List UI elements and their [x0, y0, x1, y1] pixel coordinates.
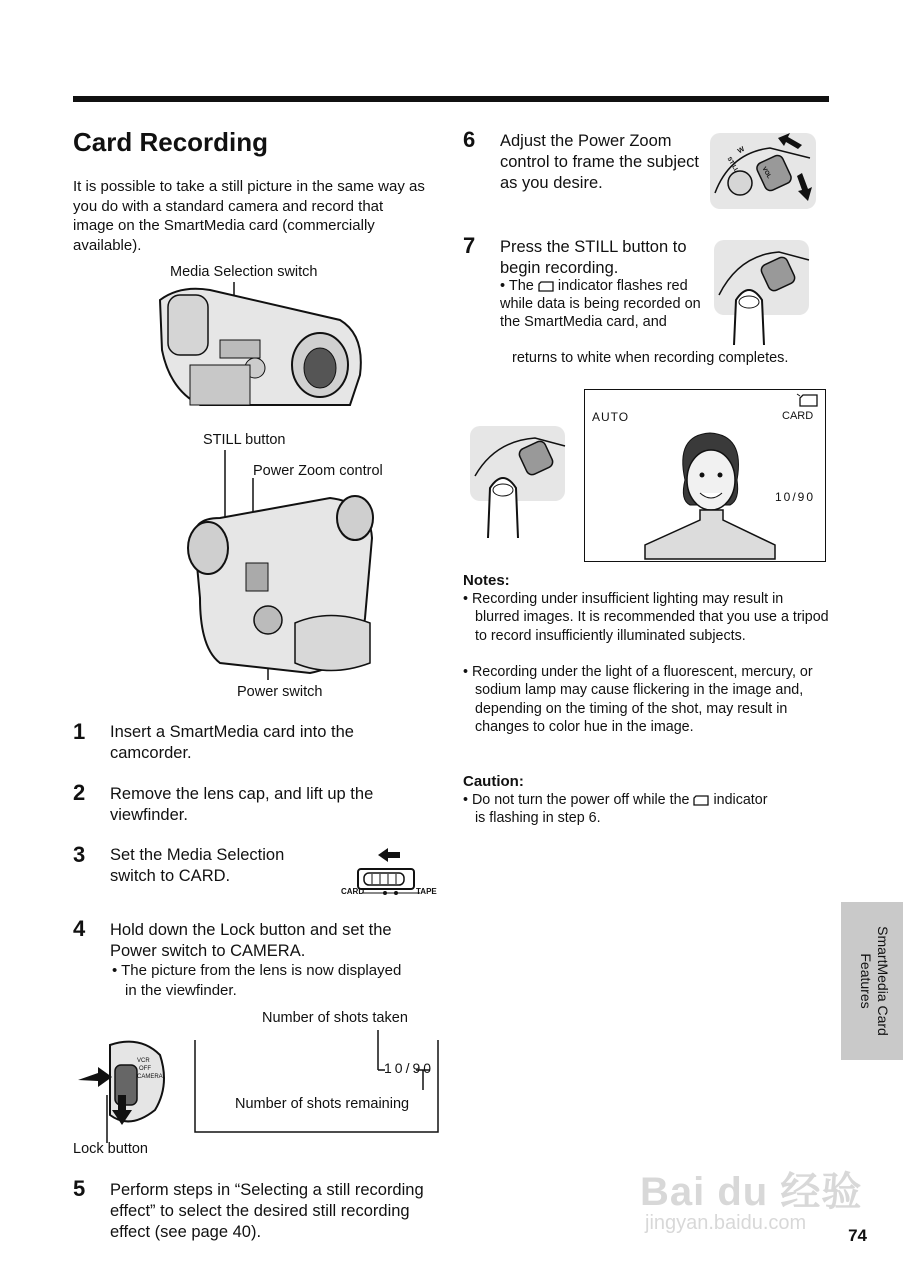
card-indicator-icon-2 — [693, 795, 709, 806]
baidu-watermark-url: jingyan.baidu.com — [645, 1212, 807, 1234]
viewfinder-counter-diagram — [195, 1030, 440, 1133]
step-2-text: Remove the lens cap, and lift up the viewfinder. — [110, 785, 374, 824]
intro-paragraph: It is possible to take a still picture in the same way as you do with a standard camera and record that image on the SmartMedia card (commercially available). — [73, 178, 425, 254]
caution-text-c: is flashing in step 6. — [475, 810, 601, 826]
step-1-text: Insert a SmartMedia card into the camcorder. — [110, 723, 354, 762]
power-switch-label: Power switch — [237, 684, 323, 700]
lock-button-illustration — [70, 1035, 170, 1143]
still-label-1: STILL — [725, 156, 740, 174]
step-4-text: Hold down the Lock button and set the Power switch to CAMERA. — [110, 921, 392, 960]
viewfinder-screen — [584, 389, 826, 562]
shots-remaining-label: Number of shots remaining — [235, 1096, 410, 1112]
step-2-number: 2 — [73, 780, 86, 805]
baidu-watermark: Bai du 经验 — [640, 1170, 863, 1214]
step-1-number: 1 — [73, 719, 86, 744]
tape-label: TAPE — [416, 887, 437, 896]
caution-text-a: • Do not turn the power off while the — [463, 792, 690, 808]
still-button-press-illustration-2 — [470, 426, 567, 538]
still-button-label: STILL button — [203, 432, 286, 448]
step-5-text: Perform steps in “Selecting a still recording effect” to select the desired still recording effect (see page 40). — [110, 1181, 424, 1241]
shots-taken-label: Number of shots taken — [262, 1010, 408, 1026]
viewfinder-counter: 10/90 — [775, 490, 816, 504]
caution-text-b: indicator — [713, 792, 768, 808]
step-3-number: 3 — [73, 842, 86, 867]
step-7-number: 7 — [463, 233, 476, 258]
top-rule — [73, 96, 829, 102]
off-label: OFF — [139, 1066, 151, 1072]
step-7-text: Press the STILL button to begin recording. — [500, 238, 687, 277]
card-indicator-icon — [538, 281, 554, 292]
auto-indicator: AUTO — [592, 410, 630, 424]
step-7-bullet-b: indicator flashes red while data is being recorded on the SmartMedia card, and — [500, 278, 701, 331]
note-2: • Recording under the light of a fluorescent, mercury, or sodium lamp may cause flickering in the image and, depending on the timing of the shot, may result in changes to color hue in the image. — [463, 664, 813, 735]
caution-heading: Caution: — [463, 773, 524, 790]
step-7-bullet-c: returns to white when recording completes. — [512, 350, 789, 366]
card-indicator-text: CARD — [782, 410, 814, 422]
subject-portrait — [645, 425, 775, 559]
vol-label-1: VOL — [760, 166, 772, 180]
media-selection-label: Media Selection switch — [170, 264, 318, 280]
step-4-number: 4 — [73, 916, 86, 941]
counter-readout: 10/90 — [384, 1060, 435, 1076]
caution-text — [463, 791, 768, 809]
lock-button-label: Lock button — [73, 1141, 148, 1157]
step-7-bullet-a: • The — [500, 278, 534, 294]
step-6-text: Adjust the Power Zoom control to frame the subject as you desire. — [500, 132, 700, 192]
camcorder-rear-illustration — [180, 448, 380, 680]
step-3-text: Set the Media Selection switch to CARD. — [110, 846, 285, 885]
page-title: Card Recording — [73, 127, 269, 157]
camera-label: CAMERA — [137, 1074, 163, 1080]
flashing-card-icon — [797, 392, 819, 408]
step-4-bullet: • The picture from the lens is now displayed in the viewfinder. — [112, 962, 402, 999]
still-button-press-illustration — [714, 240, 811, 345]
camcorder-side-illustration — [150, 280, 380, 408]
step-7-bullet — [500, 277, 715, 332]
notes-heading: Notes: — [463, 572, 510, 589]
w-label-1: W — [736, 145, 746, 156]
note-1: • Recording under insufficient lighting may result in blurred images. It is recommended that you use a tripod to record insufficiently illuminated subjects. — [463, 591, 829, 644]
step-6-number: 6 — [463, 127, 476, 152]
power-zoom-label: Power Zoom control — [253, 463, 383, 479]
section-side-tab-label: SmartMedia Card Features — [858, 926, 891, 1036]
card-label: CARD — [341, 887, 365, 896]
section-side-tab[interactable] — [841, 902, 903, 1060]
page-number: 74 — [848, 1226, 867, 1245]
vcr-label: VCR — [137, 1058, 150, 1064]
step-5-number: 5 — [73, 1176, 86, 1201]
